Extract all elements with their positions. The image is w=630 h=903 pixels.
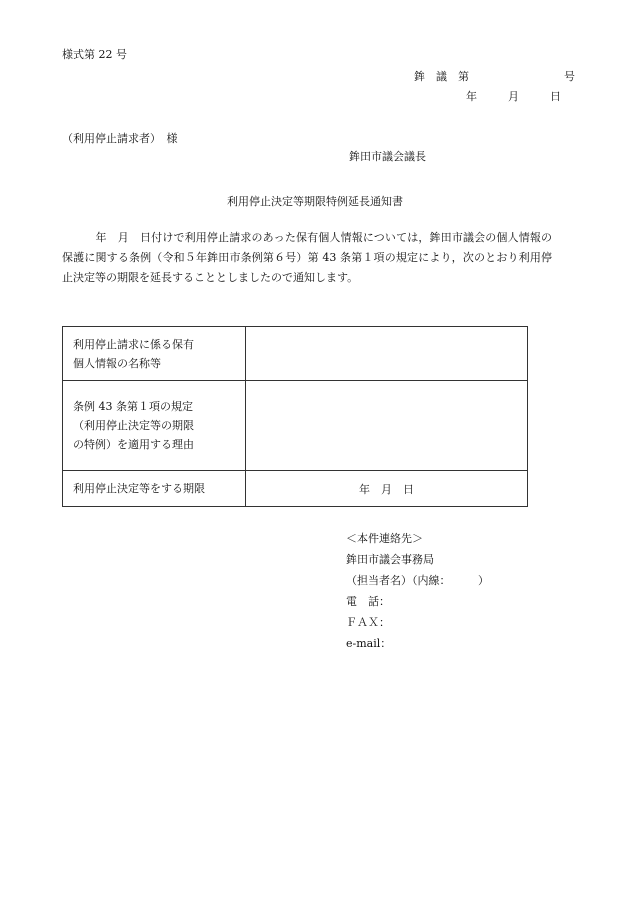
table-value-cell <box>246 381 528 471</box>
recipient: （利用停止請求者） 様 <box>62 132 178 145</box>
table-label-cell <box>63 327 246 381</box>
deadline-date-cell: 年 月 日 <box>246 471 528 507</box>
row2-label-line3: の特例）を適用する理由 <box>73 438 194 451</box>
table-row <box>63 381 528 471</box>
document-title: 利用停止決定等期限特例延長通知書 <box>227 195 403 208</box>
table-value-cell <box>246 327 528 381</box>
contact-email: e-mail： <box>346 637 392 650</box>
issue-date-year: 年 <box>466 90 477 103</box>
table-row <box>63 327 528 381</box>
table-label-cell: 利用停止決定等をする期限 <box>63 471 246 507</box>
row1-label-line2: 個人情報の名称等 <box>73 356 161 370</box>
row2-label-line1: 条例 43 条第１項の規定 <box>73 400 193 413</box>
form-number: 様式第 22 号 <box>62 48 127 61</box>
issue-date-month: 月 <box>508 90 519 103</box>
sender: 鉾田市議会議長 <box>349 150 426 163</box>
contact-fax: ＦＡＸ： <box>346 616 390 629</box>
info-table <box>62 326 528 507</box>
contact-office: 鉾田市議会事務局 <box>346 553 434 566</box>
row1-label-line1: 利用停止請求に係る保有 <box>73 337 194 351</box>
contact-block <box>346 528 489 654</box>
table-label-cell <box>63 381 246 471</box>
document-number-prefix: 鉾 議 第 <box>414 70 469 83</box>
issue-date-day: 日 <box>550 90 561 103</box>
contact-phone: 電 話： <box>346 595 390 608</box>
table-row <box>63 471 528 507</box>
row2-label-line2: （利用停止決定等の期限 <box>73 419 194 432</box>
body-paragraph: 年 月 日付けで利用停止請求のあった保有個人情報については，鉾田市議会の個人情報の保護に関する条例（令和５年鉾田市条例第６号）第 43 条第１項の規定により，次のとおり利用停止決定等の期限を延長することとしましたので通知します。 <box>62 231 552 284</box>
issue-date <box>466 88 561 104</box>
document-number-suffix: 号 <box>564 70 575 83</box>
contact-person: （担当者名）（内線： ） <box>346 574 489 587</box>
contact-heading: ＜本件連絡先＞ <box>346 532 423 545</box>
document-number <box>414 68 575 84</box>
